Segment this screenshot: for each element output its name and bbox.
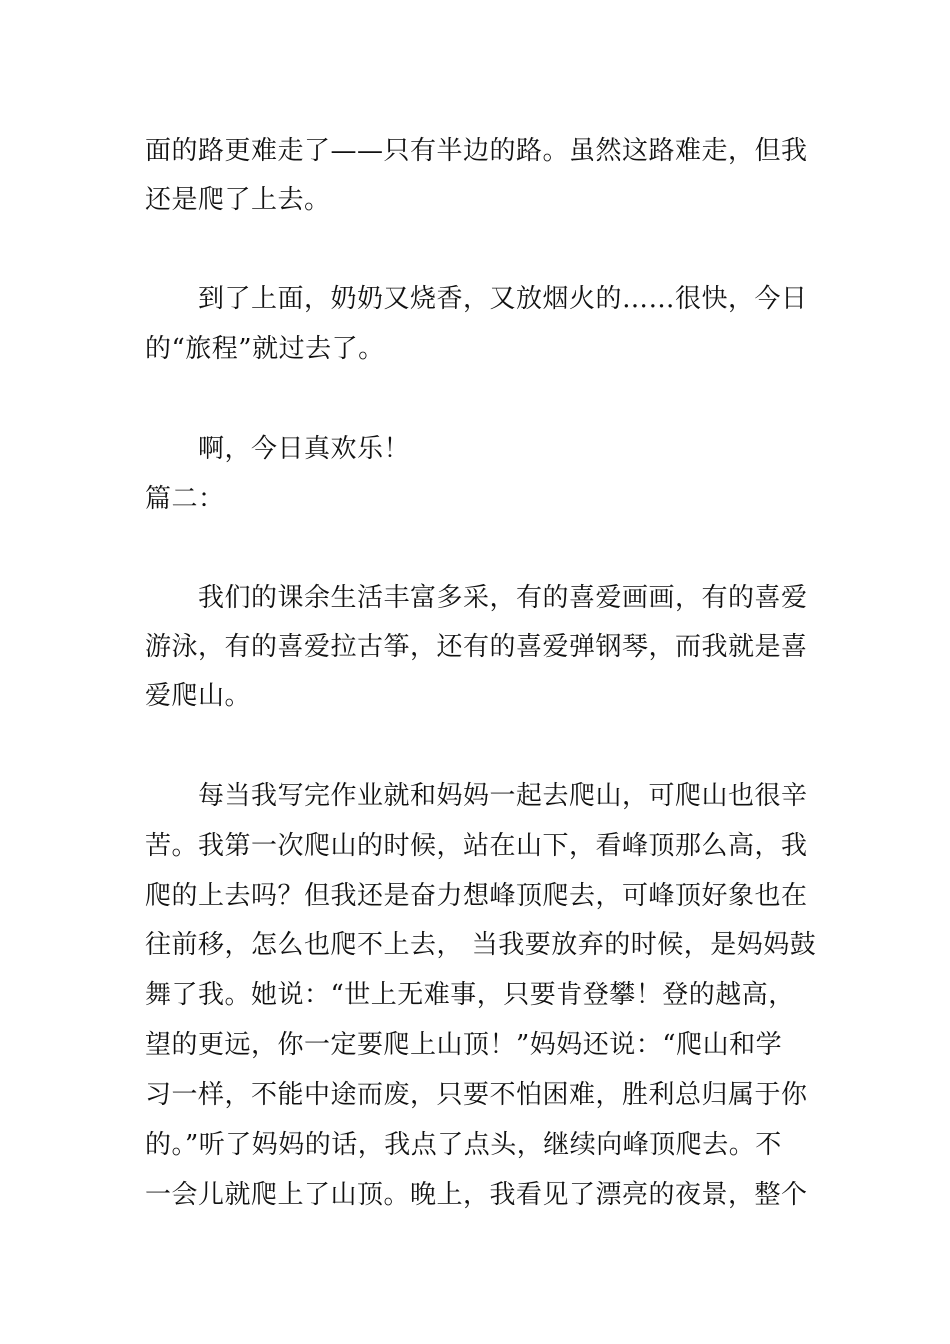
text-line: 面的路更难走了——只有半边的路。虽然这路难走，但我 xyxy=(145,136,808,166)
text-line: 的。”听了妈妈的话，我点了点头，继续向峰顶爬去。不 xyxy=(145,1130,782,1160)
text-line: 到了上面，奶奶又烧香，又放烟火的……很快，今日 xyxy=(198,284,808,314)
text-line: 习一样，不能中途而废，只要不怕困难，胜利总归属于你 xyxy=(145,1080,808,1110)
text-line: 往前移，怎么也爬不上去， 当我要放弃的时候，是妈妈鼓 xyxy=(145,930,817,960)
text-line: 的“旅程”就过去了。 xyxy=(145,334,385,364)
text-line: 望的更远，你一定要爬上山顶！”妈妈还说：“爬山和学 xyxy=(145,1030,783,1060)
section-heading: 篇二： xyxy=(145,484,225,514)
text-line: 爱爬山。 xyxy=(145,681,252,711)
text-line: 还是爬了上去。 xyxy=(145,185,331,215)
text-line: 游泳，有的喜爱拉古筝，还有的喜爱弹钢琴，而我就是喜 xyxy=(145,632,808,662)
text-line: 苦。我第一次爬山的时候，站在山下，看峰顶那么高，我 xyxy=(145,831,808,861)
text-line: 啊，今日真欢乐！ xyxy=(198,434,411,464)
text-line: 我们的课余生活丰富多采，有的喜爱画画，有的喜爱 xyxy=(198,583,808,613)
text-line: 舞了我。她说：“世上无难事，只要肯登攀！登的越高， xyxy=(145,980,795,1010)
text-line: 一会儿就爬上了山顶。晚上，我看见了漂亮的夜景，整个 xyxy=(145,1180,808,1210)
text-line: 爬的上去吗？但我还是奋力想峰顶爬去，可峰顶好象也在 xyxy=(145,881,808,911)
text-line: 每当我写完作业就和妈妈一起去爬山，可爬山也很辛 xyxy=(198,781,808,811)
